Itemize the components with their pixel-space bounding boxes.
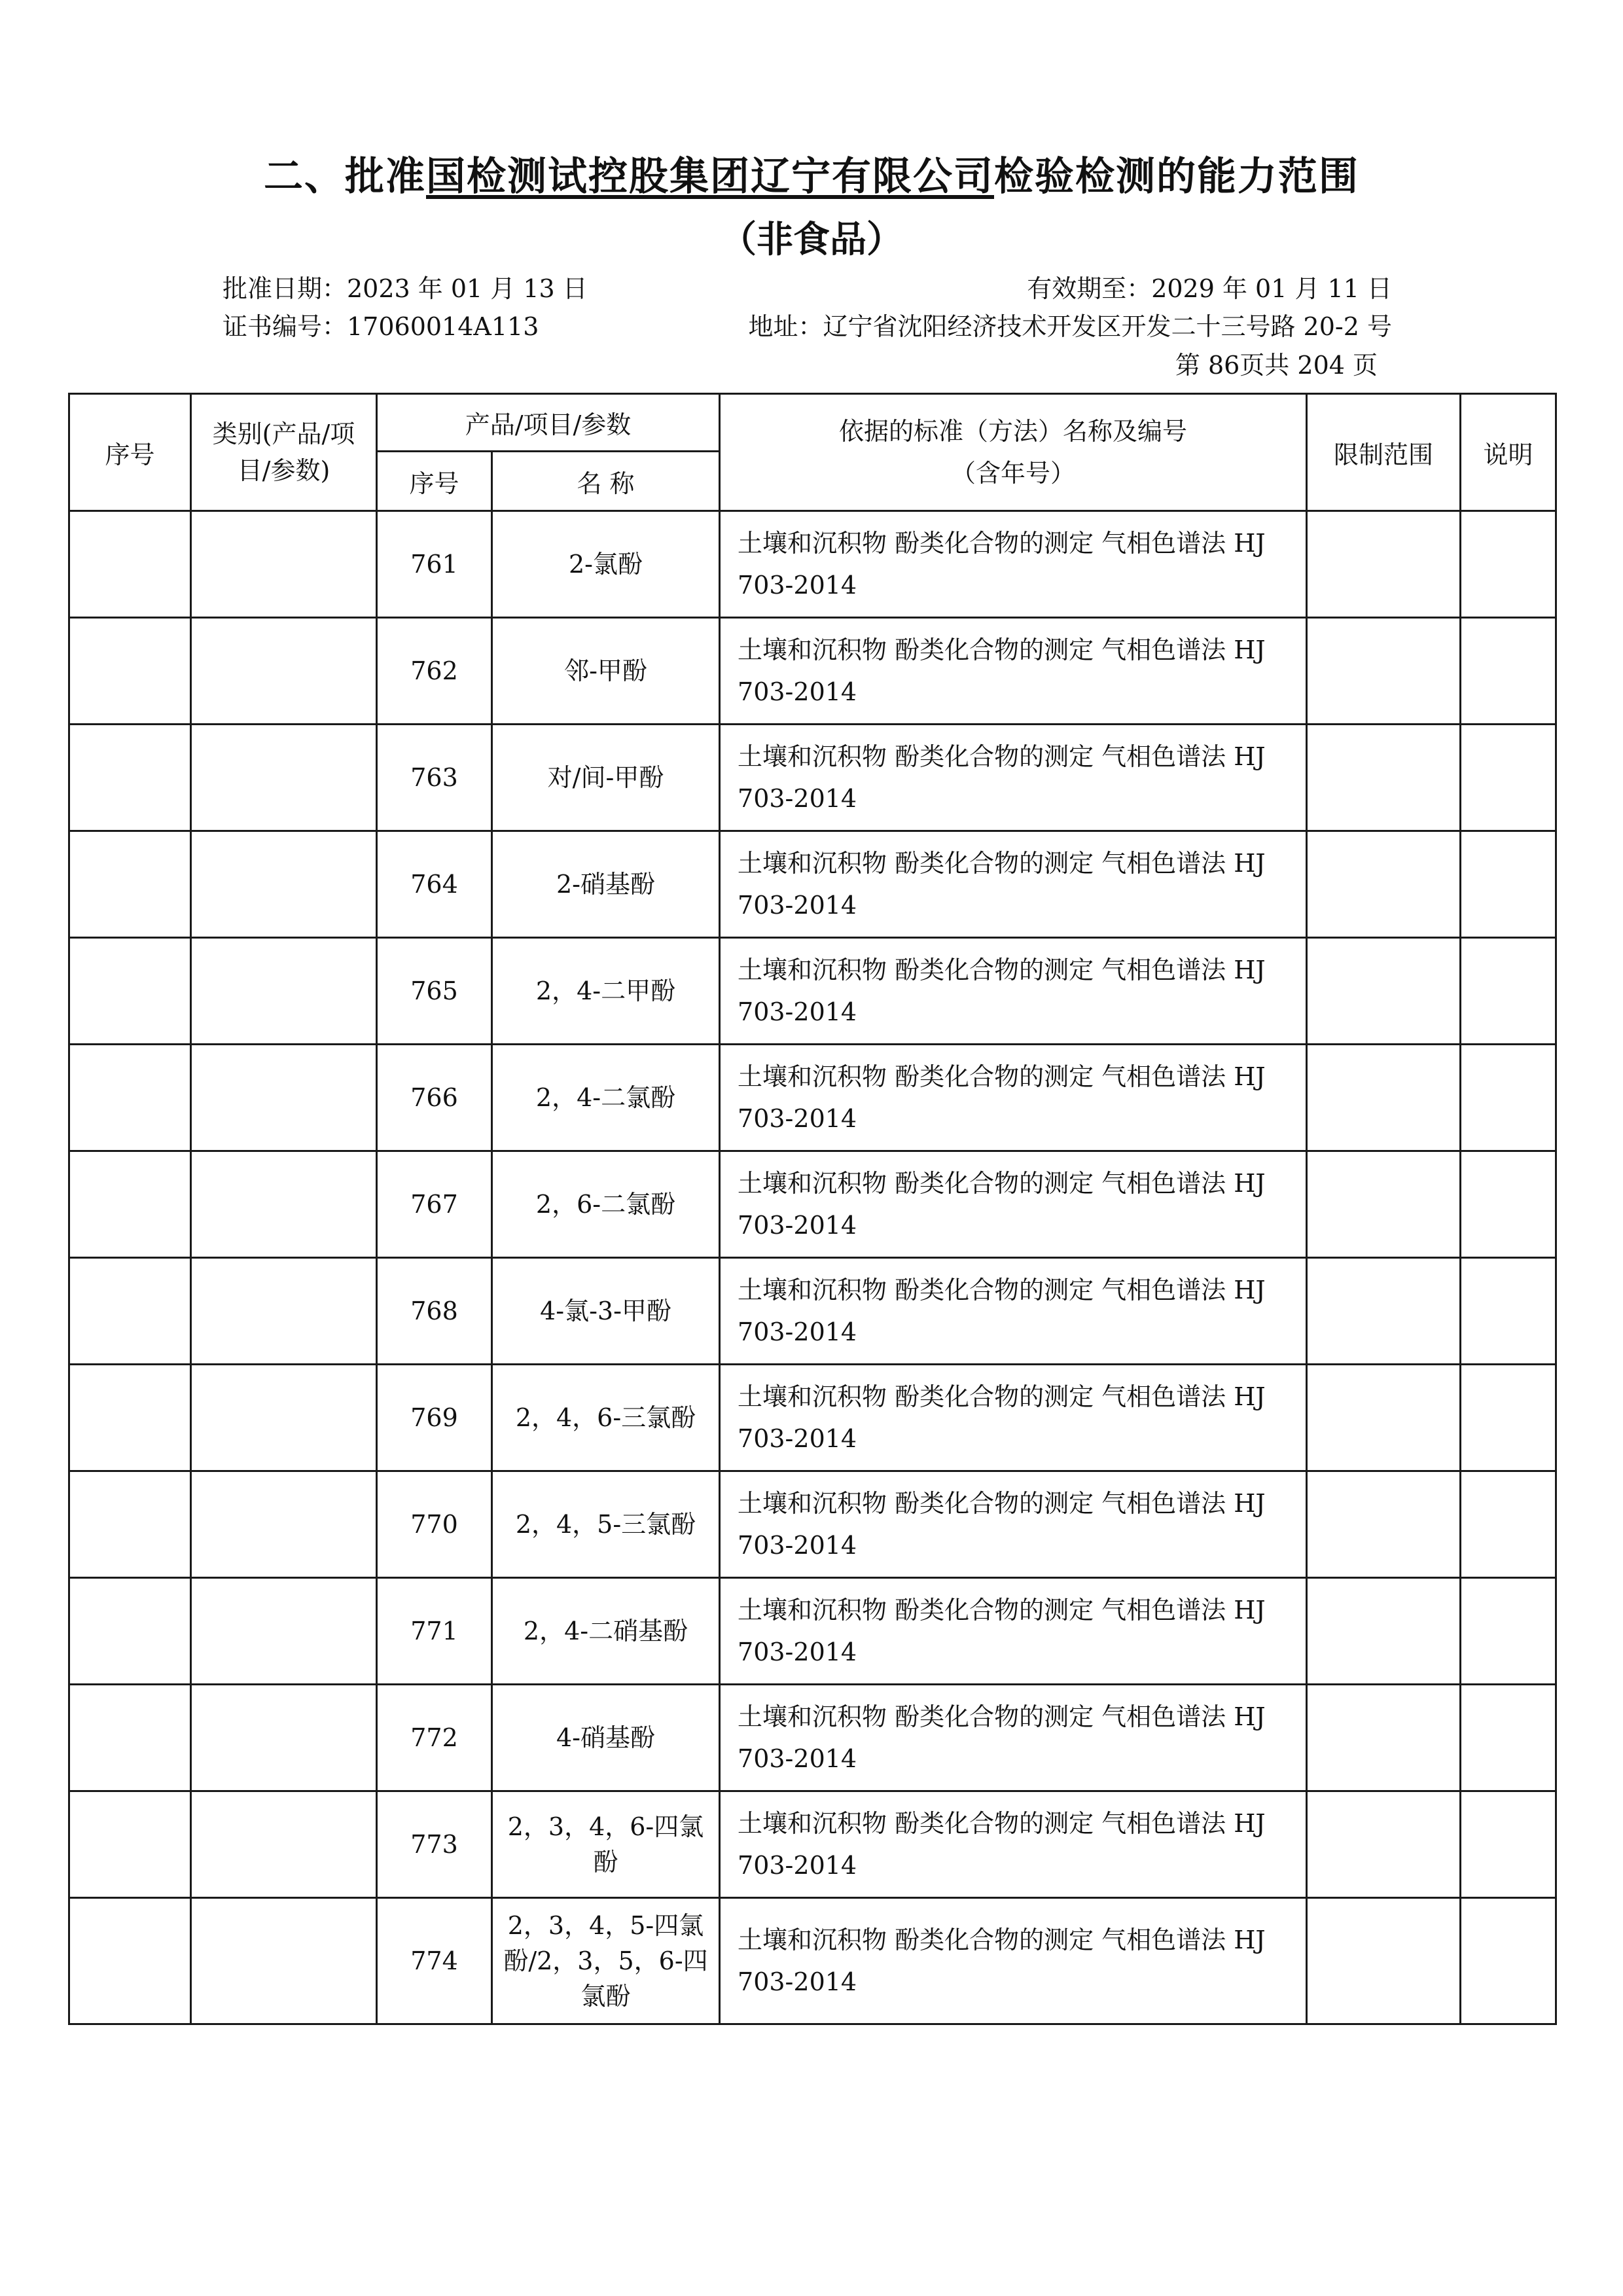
header-category: 类别(产品/项目/参数) xyxy=(191,394,377,511)
cell-standard: 土壤和沉积物 酚类化合物的测定 气相色谱法 HJ 703-2014 xyxy=(720,938,1307,1045)
cell-standard: 土壤和沉积物 酚类化合物的测定 气相色谱法 HJ 703-2014 xyxy=(720,725,1307,831)
table-row xyxy=(69,938,1556,1045)
header-note: 说明 xyxy=(1461,394,1556,511)
cell-item-name: 4-硝基酚 xyxy=(492,1685,720,1791)
table-row xyxy=(69,725,1556,831)
cell-limit xyxy=(1307,1045,1461,1151)
cell-seq xyxy=(69,1151,191,1258)
cell-seq xyxy=(69,831,191,938)
cell-note xyxy=(1461,725,1556,831)
cell-item-name: 2，4，6-三氯酚 xyxy=(492,1365,720,1471)
header-limit: 限制范围 xyxy=(1307,394,1461,511)
cell-standard: 土壤和沉积物 酚类化合物的测定 气相色谱法 HJ 703-2014 xyxy=(720,1898,1307,2024)
cell-note xyxy=(1461,1791,1556,1898)
cell-item-name: 2，4-二硝基酚 xyxy=(492,1578,720,1685)
cell-note xyxy=(1461,1365,1556,1471)
cell-seq xyxy=(69,1045,191,1151)
cell-limit xyxy=(1307,1791,1461,1898)
cell-item-name: 2，4-二甲酚 xyxy=(492,938,720,1045)
cell-standard: 土壤和沉积物 酚类化合物的测定 气相色谱法 HJ 703-2014 xyxy=(720,1578,1307,1685)
table-row xyxy=(69,1578,1556,1685)
cell-item-no: 773 xyxy=(377,1791,492,1898)
cell-note xyxy=(1461,1151,1556,1258)
cell-item-no: 763 xyxy=(377,725,492,831)
cell-seq xyxy=(69,938,191,1045)
cell-item-name: 对/间-甲酚 xyxy=(492,725,720,831)
document-subtitle: （非食品） xyxy=(720,219,903,261)
cell-category xyxy=(191,511,377,618)
cell-limit xyxy=(1307,1151,1461,1258)
cell-item-name: 邻-甲酚 xyxy=(492,618,720,725)
cell-category xyxy=(191,1151,377,1258)
table-row xyxy=(69,1151,1556,1258)
document-title xyxy=(0,145,1623,202)
cell-standard: 土壤和沉积物 酚类化合物的测定 气相色谱法 HJ 703-2014 xyxy=(720,1258,1307,1365)
valid-until: 有效期至：2029 年 01 月 11 日 xyxy=(1027,274,1392,303)
cell-note xyxy=(1461,1578,1556,1685)
cell-note xyxy=(1461,1045,1556,1151)
cell-standard: 土壤和沉积物 酚类化合物的测定 气相色谱法 HJ 703-2014 xyxy=(720,1045,1307,1151)
header-standard: 依据的标准（方法）名称及编号（含年号） xyxy=(720,394,1307,511)
cell-limit xyxy=(1307,1258,1461,1365)
table-row xyxy=(69,1471,1556,1578)
cell-item-no: 768 xyxy=(377,1258,492,1365)
page-info: 第 86页共 204 页 xyxy=(1175,351,1378,380)
cell-standard: 土壤和沉积物 酚类化合物的测定 气相色谱法 HJ 703-2014 xyxy=(720,511,1307,618)
title-prefix: 二、批准 xyxy=(264,154,426,200)
cell-limit xyxy=(1307,1578,1461,1685)
cell-note xyxy=(1461,938,1556,1045)
cell-item-no: 765 xyxy=(377,938,492,1045)
cell-standard: 土壤和沉积物 酚类化合物的测定 气相色谱法 HJ 703-2014 xyxy=(720,1151,1307,1258)
cell-item-no: 774 xyxy=(377,1898,492,2024)
cell-seq xyxy=(69,1258,191,1365)
cell-standard: 土壤和沉积物 酚类化合物的测定 气相色谱法 HJ 703-2014 xyxy=(720,1685,1307,1791)
cell-note xyxy=(1461,1685,1556,1791)
cell-seq xyxy=(69,1578,191,1685)
cell-item-name: 2，3，4，5-四氯酚/2，3，5，6-四氯酚 xyxy=(492,1898,720,2024)
cell-item-name: 2，6-二氯酚 xyxy=(492,1151,720,1258)
cell-item-no: 766 xyxy=(377,1045,492,1151)
table-row xyxy=(69,511,1556,618)
table-row xyxy=(69,1258,1556,1365)
cell-category xyxy=(191,618,377,725)
table-row xyxy=(69,1898,1556,2024)
cell-category xyxy=(191,725,377,831)
table-row xyxy=(69,1685,1556,1791)
cell-note xyxy=(1461,618,1556,725)
cell-item-name: 2，4-二氯酚 xyxy=(492,1045,720,1151)
cell-limit xyxy=(1307,938,1461,1045)
cell-note xyxy=(1461,1898,1556,2024)
table-row xyxy=(69,1791,1556,1898)
cell-item-name: 2-硝基酚 xyxy=(492,831,720,938)
cell-note xyxy=(1461,831,1556,938)
cell-item-no: 767 xyxy=(377,1151,492,1258)
cell-item-no: 762 xyxy=(377,618,492,725)
cell-limit xyxy=(1307,618,1461,725)
cell-item-name: 2-氯酚 xyxy=(492,511,720,618)
cell-standard: 土壤和沉积物 酚类化合物的测定 气相色谱法 HJ 703-2014 xyxy=(720,1365,1307,1471)
cell-category xyxy=(191,1365,377,1471)
header-product-group: 产品/项目/参数 xyxy=(377,394,720,452)
table-row xyxy=(69,618,1556,725)
table-row xyxy=(69,1045,1556,1151)
cell-category xyxy=(191,1471,377,1578)
cell-item-no: 764 xyxy=(377,831,492,938)
cell-item-no: 771 xyxy=(377,1578,492,1685)
cell-standard: 土壤和沉积物 酚类化合物的测定 气相色谱法 HJ 703-2014 xyxy=(720,1791,1307,1898)
cell-limit xyxy=(1307,511,1461,618)
cell-limit xyxy=(1307,1685,1461,1791)
cell-seq xyxy=(69,618,191,725)
cell-seq xyxy=(69,1898,191,2024)
title-suffix: 检验检测的能力范围 xyxy=(994,154,1359,200)
cell-category xyxy=(191,1685,377,1791)
cell-standard: 土壤和沉积物 酚类化合物的测定 气相色谱法 HJ 703-2014 xyxy=(720,618,1307,725)
table-row xyxy=(69,831,1556,938)
cell-item-no: 769 xyxy=(377,1365,492,1471)
header-row-1 xyxy=(69,394,1556,452)
cell-category xyxy=(191,1791,377,1898)
address: 地址：辽宁省沈阳经济技术开发区开发二十三号路 20-2 号 xyxy=(748,312,1392,341)
cell-seq xyxy=(69,1471,191,1578)
cell-item-no: 770 xyxy=(377,1471,492,1578)
cell-item-name: 4-氯-3-甲酚 xyxy=(492,1258,720,1365)
cell-limit xyxy=(1307,1365,1461,1471)
cell-seq xyxy=(69,511,191,618)
cell-item-no: 761 xyxy=(377,511,492,618)
cell-seq xyxy=(69,1365,191,1471)
cell-limit xyxy=(1307,725,1461,831)
cell-standard: 土壤和沉积物 酚类化合物的测定 气相色谱法 HJ 703-2014 xyxy=(720,1471,1307,1578)
cell-limit xyxy=(1307,831,1461,938)
certificate-number: 证书编号：17060014A113 xyxy=(223,312,539,341)
cell-category xyxy=(191,1258,377,1365)
cell-item-name: 2，4，5-三氯酚 xyxy=(492,1471,720,1578)
cell-note xyxy=(1461,1471,1556,1578)
cell-limit xyxy=(1307,1898,1461,2024)
cell-category xyxy=(191,1898,377,2024)
cell-category xyxy=(191,1045,377,1151)
approval-date: 批准日期：2023 年 01 月 13 日 xyxy=(223,274,588,303)
table-row xyxy=(69,1365,1556,1471)
cell-seq xyxy=(69,1685,191,1791)
cell-seq xyxy=(69,1791,191,1898)
cell-category xyxy=(191,938,377,1045)
cell-limit xyxy=(1307,1471,1461,1578)
cell-note xyxy=(1461,1258,1556,1365)
header-sub-name: 名 称 xyxy=(492,452,720,511)
cell-seq xyxy=(69,725,191,831)
cell-note xyxy=(1461,511,1556,618)
cell-category xyxy=(191,831,377,938)
cell-standard: 土壤和沉积物 酚类化合物的测定 气相色谱法 HJ 703-2014 xyxy=(720,831,1307,938)
cell-item-name: 2，3，4，6-四氯酚 xyxy=(492,1791,720,1898)
title-organization: 国检测试控股集团辽宁有限公司 xyxy=(426,154,994,200)
header-seq: 序号 xyxy=(69,394,191,511)
cell-category xyxy=(191,1578,377,1685)
header-sub-seq: 序号 xyxy=(377,452,492,511)
cell-item-no: 772 xyxy=(377,1685,492,1791)
capability-table xyxy=(68,393,1557,2025)
